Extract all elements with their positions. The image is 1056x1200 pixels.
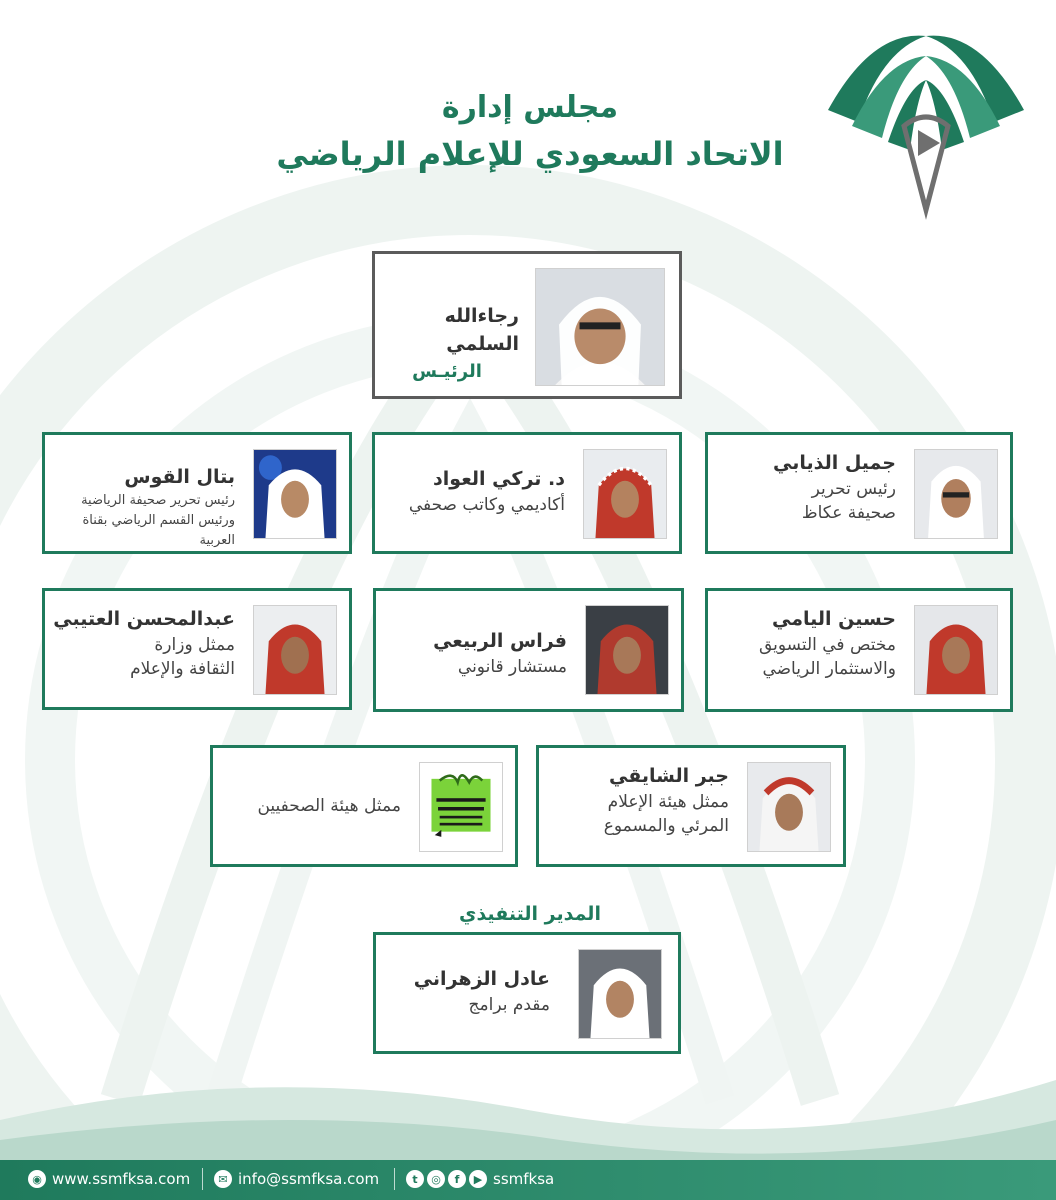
member-card <box>372 432 682 554</box>
footer <box>0 1160 1056 1200</box>
member-title-line: صحيفة عكاظ <box>801 503 896 523</box>
twitter-icon[interactable]: t <box>406 1170 424 1188</box>
federation-logo <box>822 30 1030 220</box>
globe-icon: ◉ <box>28 1170 46 1188</box>
member-title-line: المرئي والمسموع <box>603 816 729 836</box>
social-handle: ssmfksa <box>493 1170 555 1188</box>
chair-photo <box>535 268 665 386</box>
instagram-icon[interactable]: ◎ <box>427 1170 445 1188</box>
title-line-2: الاتحاد السعودي للإعلام الرياضي <box>276 135 784 173</box>
footer-divider <box>394 1168 395 1190</box>
journalists-association-logo <box>419 762 503 852</box>
member-card <box>705 432 1013 554</box>
title-line-1: مجلس إدارة <box>441 90 619 125</box>
executive-photo <box>578 949 662 1039</box>
member-card <box>705 588 1013 712</box>
page-title <box>240 86 820 178</box>
member-card <box>42 588 352 710</box>
member-photo <box>583 449 667 539</box>
facebook-icon[interactable]: f <box>448 1170 466 1188</box>
member-title-line: ممثل هيئة الصحفيين <box>257 796 401 816</box>
member-card <box>210 745 518 867</box>
executive-name: عادل الزهراني <box>413 968 550 990</box>
member-title-line: ممثل وزارة <box>154 635 235 655</box>
member-title-line: مستشار قانوني <box>457 657 567 677</box>
member-card <box>373 588 684 712</box>
member-card <box>536 745 846 867</box>
footer-divider <box>202 1168 203 1190</box>
website-text: www.ssmfksa.com <box>52 1170 191 1188</box>
member-name: بتال القوس <box>124 466 235 488</box>
member-photo <box>747 762 831 852</box>
member-photo <box>914 605 998 695</box>
member-title-line: والاستثمار الرياضي <box>762 659 896 679</box>
chair-name: رجاءالله السلمي <box>444 305 519 355</box>
member-name: جميل الذيابي <box>772 452 896 474</box>
member-photo <box>914 449 998 539</box>
executive-role: مقدم برامج <box>468 995 550 1015</box>
member-name: عبدالمحسن العتيبي <box>53 608 235 630</box>
member-card <box>42 432 352 554</box>
member-photo <box>253 449 337 539</box>
chair-role: الرئيـس <box>412 361 482 382</box>
member-title-line: رئيس تحرير صحيفة الرياضية <box>81 493 235 508</box>
member-title-line: الثقافة والإعلام <box>130 659 235 679</box>
member-name: د. تركي العواد <box>433 468 565 490</box>
youtube-icon[interactable]: ▶ <box>469 1170 487 1188</box>
member-photo <box>585 605 669 695</box>
member-name: حسين اليامي <box>771 608 896 630</box>
executive-card <box>373 932 681 1054</box>
footer-social[interactable] <box>406 1168 554 1190</box>
member-title-line: مختص في التسويق <box>758 635 896 655</box>
footer-email[interactable] <box>214 1168 379 1190</box>
member-name: فراس الربيعي <box>433 630 567 652</box>
member-title-line: ورئيس القسم الرياضي بقناة العربية <box>82 513 235 548</box>
member-title-line: رئيس تحرير <box>811 479 896 499</box>
member-title-line: ممثل هيئة الإعلام <box>607 792 729 812</box>
mail-icon: ✉ <box>214 1170 232 1188</box>
member-title-line: أكاديمي وكاتب صحفي <box>408 495 565 515</box>
footer-website[interactable] <box>28 1168 190 1190</box>
executive-director-label: المدير التنفيذي <box>459 903 601 925</box>
email-text: info@ssmfksa.com <box>238 1170 380 1188</box>
chair-card <box>372 251 682 399</box>
member-name: جبر الشايقي <box>608 765 729 787</box>
member-photo <box>253 605 337 695</box>
